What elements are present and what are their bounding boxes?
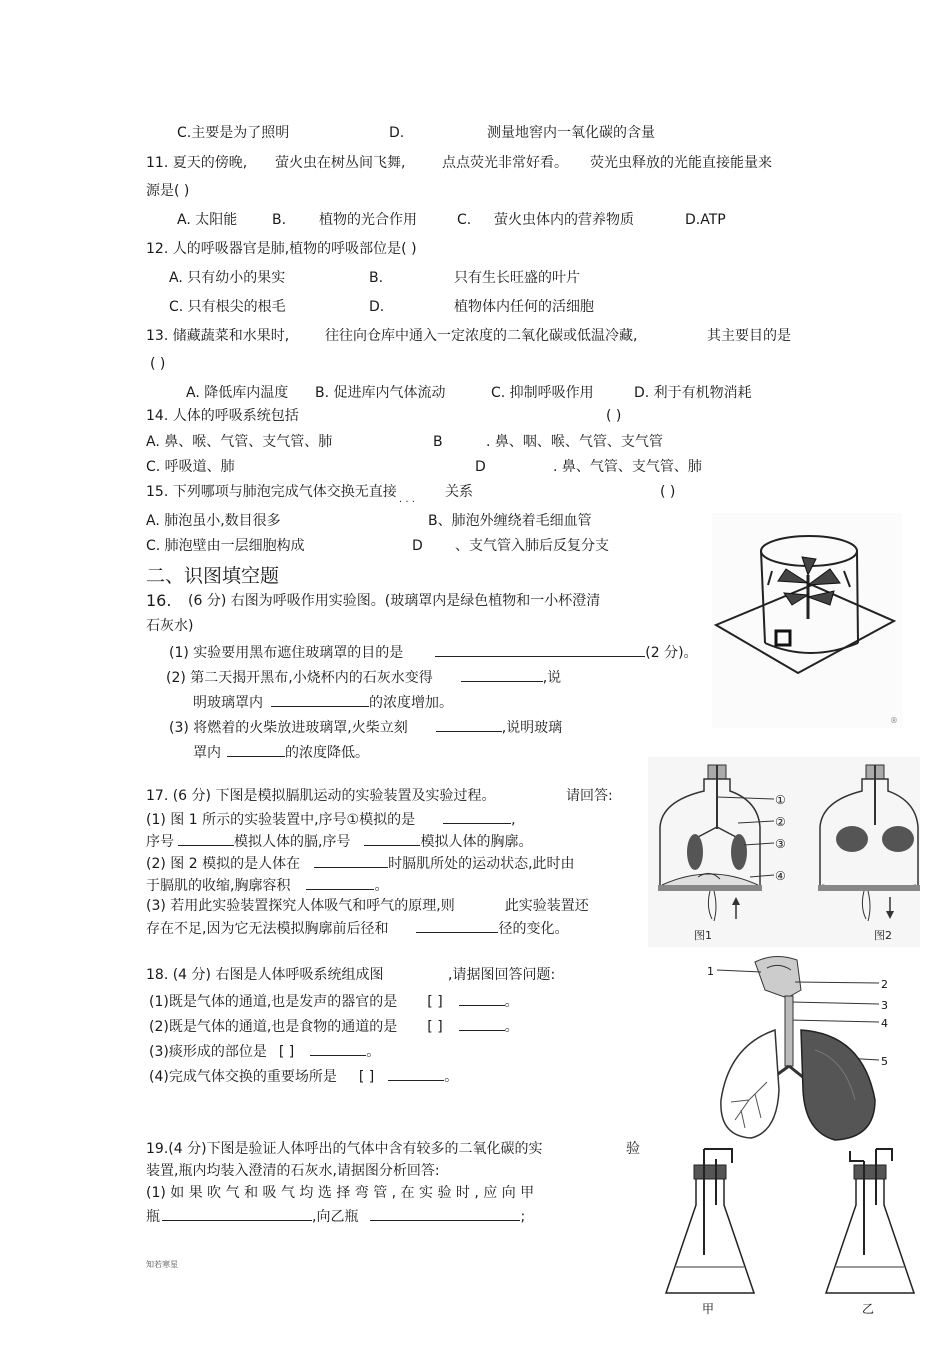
q17-sub1b-b: 模拟人体的膈,序号 xyxy=(234,834,351,850)
q15-option-b: B、肺泡外缠绕着毛细血管 xyxy=(428,513,592,529)
q15-answer-paren: ( ) xyxy=(660,484,676,500)
q11-option-d: D.ATP xyxy=(685,212,726,228)
flask-apparatus-figure xyxy=(662,1145,918,1320)
bell-jar-figure xyxy=(712,513,902,728)
q19-sub1: (1) 如 果 吹 气 和 吸 气 均 选 择 弯 管 , 在 实 验 时 , 应 向 甲 xyxy=(146,1185,535,1201)
q16-sub3b-prompt: 罩内 xyxy=(193,745,221,761)
q14-option-c: C. 呼吸道、肺 xyxy=(146,459,235,475)
q16-sub2b-prompt: 明玻璃罩内 xyxy=(193,695,263,711)
q17-sub1b xyxy=(146,831,532,851)
q16-blank-4[interactable] xyxy=(436,717,502,732)
resp-label-1: 1 xyxy=(707,965,714,978)
fig-label-3: ③ xyxy=(775,837,786,851)
q15-option-d-text: 、支气管入肺后反复分支 xyxy=(455,538,609,554)
fig-label-2: ② xyxy=(775,815,786,829)
q17-blank-2[interactable] xyxy=(178,831,234,846)
q17-stem: 17. (6 分) 下图是模拟膈肌运动的实验装置及实验过程。 xyxy=(146,788,496,804)
q16-blank-2[interactable] xyxy=(461,667,543,682)
q11-option-c-letter: C. xyxy=(457,212,472,228)
q18-item-4 xyxy=(149,1066,458,1086)
q19-stem-end: 验 xyxy=(626,1141,640,1157)
q11-stem-4: 荧光虫释放的光能直接能量来 xyxy=(590,155,772,171)
resp-label-3: 3 xyxy=(881,999,888,1012)
q18-item-2-text: (2)既是气体的通道,也是食物的通道的是 xyxy=(149,1019,398,1035)
q17-sub2-end: 时膈肌所处的运动状态,此时由 xyxy=(388,856,575,872)
q10-option-d-text: 测量地窖内一氧化碳的含量 xyxy=(487,125,655,141)
q17-blank-1[interactable] xyxy=(443,809,511,824)
q16-sub3-end: ,说明玻璃 xyxy=(501,720,563,736)
q17-sub3-prompt: (3) 若用此实验装置探究人体吸气和呼气的原理,则 xyxy=(146,898,455,914)
q16-blank-1[interactable] xyxy=(435,642,645,657)
q10-option-c: C.主要是为了照明 xyxy=(177,125,290,141)
q17-blank-3[interactable] xyxy=(364,831,420,846)
q15-option-d-letter: D xyxy=(412,538,423,554)
q10-option-d-letter: D. xyxy=(389,125,405,141)
q16-stem-1: (6 分) 右图为呼吸作用实验图。(玻璃罩内是绿色植物和一小杯澄清 xyxy=(188,593,601,609)
q18-item-2 xyxy=(149,1016,519,1036)
q17-sub1-prompt: (1) 图 1 所示的实验装置中,序号①模拟的是 xyxy=(146,812,416,828)
q17-sub3b xyxy=(146,918,568,938)
q17-sub1-end: , xyxy=(511,812,516,828)
resp-label-4: 4 xyxy=(881,1017,888,1030)
q17-sub3-end: 此实验装置还 xyxy=(504,898,589,914)
q18-item-1 xyxy=(149,991,519,1011)
q16-sub1 xyxy=(169,642,698,662)
q16-blank-5[interactable] xyxy=(227,742,285,757)
q18-item-4-text: (4)完成气体交换的重要场所是 xyxy=(149,1069,337,1085)
q17-sub1b-a: 序号 xyxy=(146,834,174,850)
q11-stem-3: 点点荧光非常好看。 xyxy=(442,155,568,171)
q18-item-1-text: (1)既是气体的通道,也是发声的器官的是 xyxy=(149,994,398,1010)
q14-option-b-text: . 鼻、咽、喉、气管、支气管 xyxy=(486,434,663,450)
q19-sub1b xyxy=(146,1206,525,1226)
flask-yi-label: 乙 xyxy=(862,1302,875,1316)
page-footer: 知若寒星 xyxy=(146,1260,178,1269)
q12-option-c: C. 只有根尖的根毛 xyxy=(169,299,286,315)
q18-item-3-end: 。 xyxy=(366,1044,381,1060)
q14-option-d-text: . 鼻、气管、支气管、肺 xyxy=(553,459,702,475)
q17-sub3b-prompt: 存在不足,因为它无法模拟胸廓前后径和 xyxy=(146,921,389,937)
q18-item-1-end: 。 xyxy=(504,994,519,1010)
q19-sub1b-prompt: 瓶 xyxy=(146,1209,160,1225)
q17-sub2-prompt: (2) 图 2 模拟的是人体在 xyxy=(146,856,301,872)
q16-blank-3[interactable] xyxy=(271,692,369,707)
q13-option-c: C. 抑制呼吸作用 xyxy=(491,385,594,401)
q14-option-a: A. 鼻、喉、气管、支气管、肺 xyxy=(146,434,333,450)
fig-label-1: ① xyxy=(775,793,786,807)
q12-option-b-text: 只有生长旺盛的叶片 xyxy=(454,270,580,286)
q14-answer-paren: ( ) xyxy=(606,408,622,424)
q12-option-d-letter: D. xyxy=(369,299,385,315)
q18-blank-4[interactable] xyxy=(388,1066,444,1081)
q16-sub1-end: (2 分)。 xyxy=(645,645,698,661)
q16-sub3b-end: 的浓度降低。 xyxy=(285,745,369,761)
q17-blank-5[interactable] xyxy=(306,875,374,890)
section-title: 二、识图填空题 xyxy=(146,565,280,587)
q11-stem-2: 萤火虫在树丛间飞舞, xyxy=(275,155,406,171)
q11-stem-1: 11. 夏天的傍晚, xyxy=(146,155,248,171)
q16-stem-2: 石灰水) xyxy=(146,618,194,634)
q17-sub1b-c: 模拟人体的胸廓。 xyxy=(420,834,533,850)
q11-option-b-text: 植物的光合作用 xyxy=(319,212,417,228)
q17-sub2b xyxy=(146,875,388,895)
q17-sub1 xyxy=(146,809,516,829)
fig-label-4: ④ xyxy=(775,869,786,883)
q16-sub2-prompt: (2) 第二天揭开黑布,小烧杯内的石灰水变得 xyxy=(166,670,433,686)
q13-option-d: D. 利于有机物消耗 xyxy=(634,385,752,401)
q13-stem-2: 往往向仓库中通入一定浓度的二氧化碳或低温冷藏, xyxy=(325,328,638,344)
q13-answer-paren: ( ) xyxy=(150,356,166,372)
resp-label-5: 5 xyxy=(881,1055,888,1068)
q15-emphasis-dots: . . . xyxy=(399,494,415,505)
q12-option-a: A. 只有幼小的果实 xyxy=(169,270,286,286)
q17-blank-4[interactable] xyxy=(314,853,388,868)
q11-stem-line2: 源是( ) xyxy=(146,183,190,199)
q18-item-3-text: (3)痰形成的部位是 xyxy=(149,1044,267,1060)
q14-option-d-letter: D xyxy=(475,459,486,475)
q18-item-3 xyxy=(149,1041,380,1061)
q17-sub3b-end: 径的变化。 xyxy=(498,921,569,937)
q16-sub2-end: ,说 xyxy=(542,670,562,686)
q18-item-2-bracket: [ ] xyxy=(427,1019,443,1035)
q17-sub2b-end: 。 xyxy=(374,878,389,894)
q16-sub3-prompt: (3) 将燃着的火柴放进玻璃罩,火柴立刻 xyxy=(169,720,408,736)
q18-blank-2[interactable] xyxy=(459,1016,505,1031)
q19-stem-2: 装置,瓶内均装入澄清的石灰水,请据图分析回答: xyxy=(146,1163,440,1179)
q15-stem-end: 关系 xyxy=(445,484,473,500)
fig1-caption: 图1 xyxy=(694,929,712,942)
q19-stem: 19.(4 分)下图是验证人体呼出的气体中含有较多的二氧化碳的实 xyxy=(146,1141,543,1157)
q12-option-d-text: 植物体内任何的活细胞 xyxy=(454,299,594,315)
q18-item-3-bracket: [ ] xyxy=(278,1044,295,1060)
q15-option-a: A. 肺泡虽小,数目很多 xyxy=(146,513,281,529)
q16-sub2b xyxy=(193,692,453,712)
resp-label-2: 2 xyxy=(881,978,888,991)
q13-stem-3: 其主要目的是 xyxy=(707,328,791,344)
q18-item-1-bracket: [ ] xyxy=(427,994,443,1010)
q18-blank-3[interactable] xyxy=(310,1041,366,1056)
q17-sub2 xyxy=(146,853,575,873)
fig2-caption: 图2 xyxy=(874,929,892,942)
q19-blank-2[interactable] xyxy=(370,1206,520,1221)
q18-item-4-end: 。 xyxy=(444,1069,459,1085)
q12-stem: 12. 人的呼吸器官是肺,植物的呼吸部位是( ) xyxy=(146,241,417,257)
q15-option-c: C. 肺泡壁由一层细胞构成 xyxy=(146,538,305,554)
q18-stem: 18. (4 分) 右图是人体呼吸系统组成图 xyxy=(146,967,384,983)
q16-sub1-prompt: (1) 实验要用黑布遮住玻璃罩的目的是 xyxy=(169,645,404,661)
q13-option-b: B. 促进库内气体流动 xyxy=(315,385,446,401)
q18-blank-1[interactable] xyxy=(459,991,505,1006)
q18-item-4-bracket: [ ] xyxy=(358,1069,375,1085)
q19-blank-1[interactable] xyxy=(162,1206,312,1221)
q16-sub3 xyxy=(169,717,562,737)
q16-sub2b-end: 的浓度增加。 xyxy=(369,695,453,711)
q14-option-b-letter: B xyxy=(433,434,443,450)
q17-stem-end: 请回答: xyxy=(566,788,613,804)
q17-sub2b-prompt: 于膈肌的收缩,胸廓容积 xyxy=(146,878,291,894)
q13-stem-1: 13. 储藏蔬菜和水果时, xyxy=(146,328,290,344)
q16-sub2 xyxy=(166,667,561,687)
q11-option-c-text: 萤火虫体内的营养物质 xyxy=(494,212,634,228)
q13-option-a: A. 降低库内温度 xyxy=(186,385,289,401)
q19-sub1b-end: ; xyxy=(520,1209,526,1225)
q17-blank-6[interactable] xyxy=(416,918,498,933)
q12-option-b-letter: B. xyxy=(369,270,384,286)
q16-number: 16. xyxy=(146,591,172,610)
q14-stem: 14. 人体的呼吸系统包括 xyxy=(146,408,299,424)
q16-sub3b xyxy=(193,742,369,762)
q15-stem: 15. 下列哪项与肺泡完成气体交换无直接 xyxy=(146,484,397,500)
svg-text:®: ® xyxy=(890,716,898,725)
flask-jia-label: 甲 xyxy=(702,1302,715,1316)
q18-item-2-end: 。 xyxy=(504,1019,519,1035)
respiratory-system-figure xyxy=(705,950,895,1150)
diaphragm-model-figure xyxy=(648,757,920,947)
q11-option-b-letter: B. xyxy=(272,212,287,228)
q17-sub3 xyxy=(146,897,589,915)
q19-sub1b-mid: ,向乙瓶 xyxy=(312,1209,359,1225)
q11-option-a: A. 太阳能 xyxy=(177,212,238,228)
q18-stem-end: ,请据图回答问题: xyxy=(448,967,556,983)
